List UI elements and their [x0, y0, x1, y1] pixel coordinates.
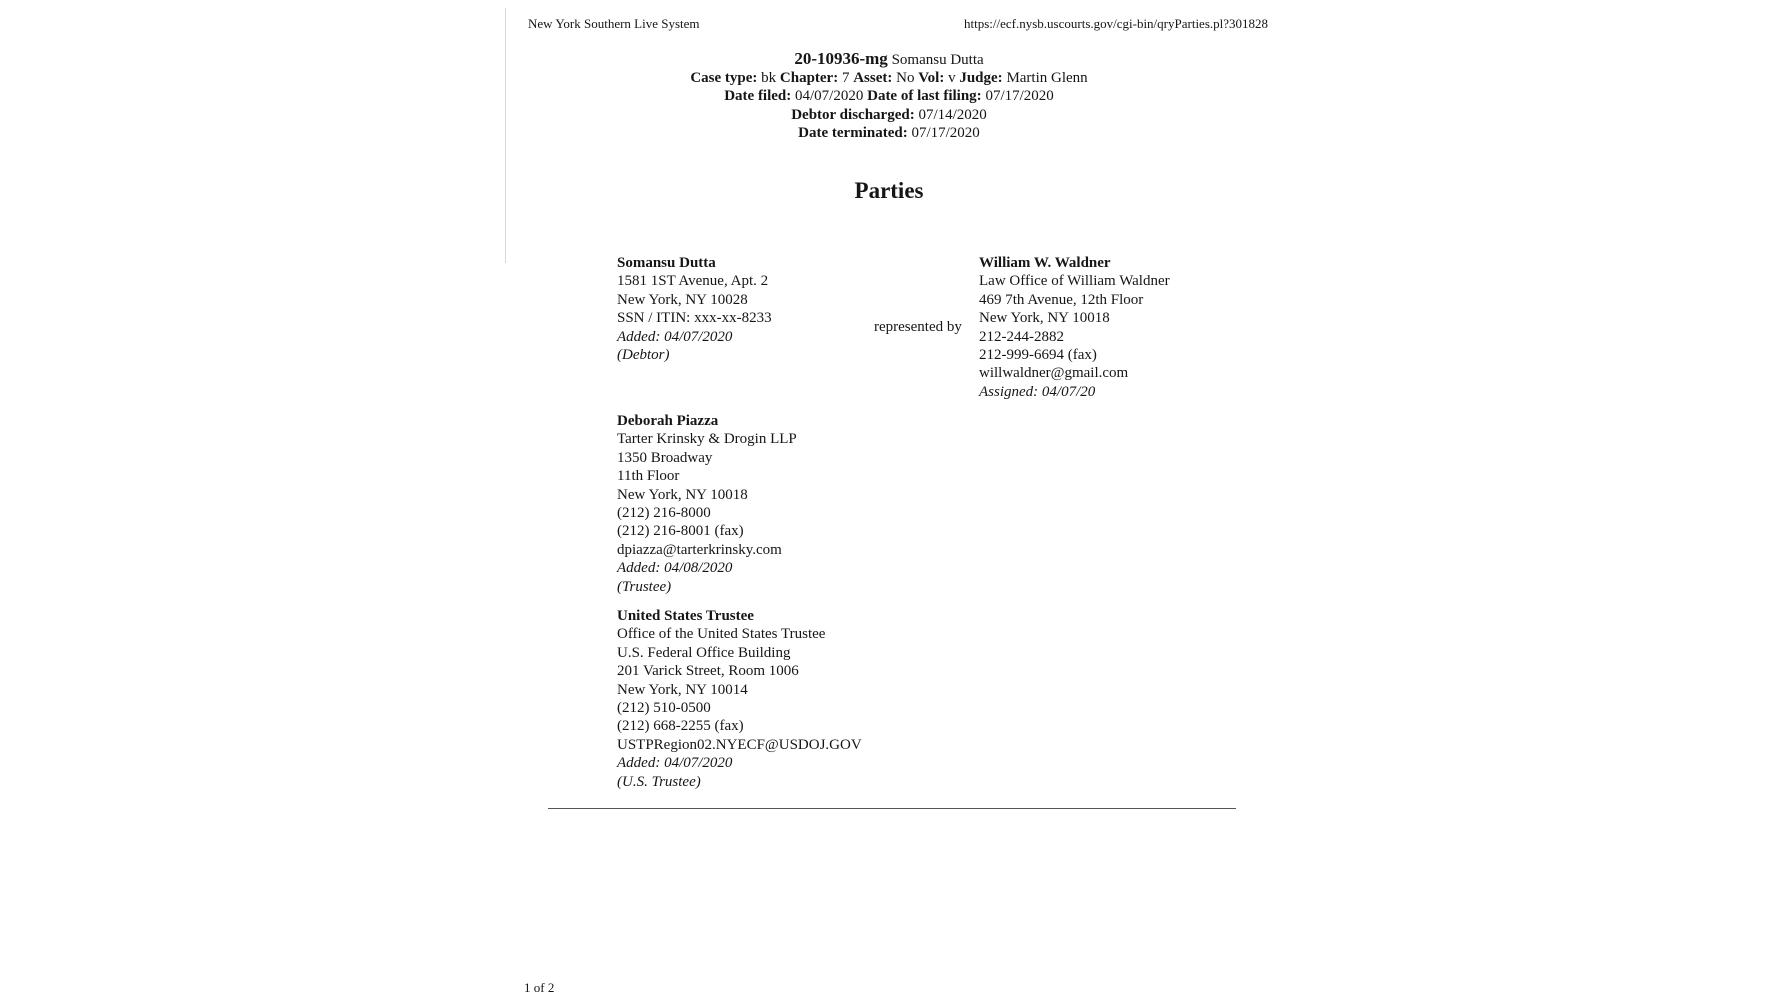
- us-trustee-email: USTPRegion02.NYECF@USDOJ.GOV: [617, 736, 862, 753]
- trustee-email: dpiazza@tarterkrinsky.com: [617, 541, 782, 558]
- chapter-label: Chapter:: [779, 70, 839, 87]
- case-type-label: Case type:: [690, 70, 758, 87]
- attorney-fax: 212-999-6694 (fax): [979, 347, 1097, 364]
- discharged-value: 07/14/2020: [918, 106, 987, 123]
- asset-value: No: [896, 70, 915, 87]
- case-type-line: [0, 69, 1778, 87]
- debtor-name: Somansu Dutta: [617, 255, 716, 271]
- us-trustee-building: U.S. Federal Office Building: [617, 644, 791, 661]
- attorney-assigned-date: Assigned: 04/07/20: [979, 383, 1096, 400]
- debtor-ssn: SSN / ITIN: xxx-xx-8233: [617, 310, 772, 327]
- judge-value: Martin Glenn: [1006, 70, 1088, 87]
- case-number: 20-10936-mg: [794, 49, 888, 68]
- discharged-label: Debtor discharged:: [791, 106, 915, 123]
- last-filing-label: Date of last filing:: [867, 88, 982, 105]
- horizontal-rule: [548, 808, 1236, 809]
- system-name: New York Southern Live System: [528, 16, 700, 31]
- debtor-address2: New York, NY 10028: [617, 291, 748, 308]
- trustee-firm: Tarter Krinsky & Drogin LLP: [617, 431, 797, 448]
- page-number: 1 of 2: [524, 980, 555, 995]
- vol-value: v: [948, 70, 956, 87]
- terminated-label: Date terminated:: [798, 124, 908, 141]
- terminated-line: [0, 124, 1778, 142]
- dates-line: [0, 87, 1778, 105]
- us-trustee-party: [617, 607, 862, 791]
- us-trustee-name: United States Trustee: [617, 608, 754, 624]
- trustee-added-date: Added: 04/08/2020: [617, 560, 733, 577]
- terminated-value: 07/17/2020: [911, 124, 980, 141]
- us-trustee-office: Office of the United States Trustee: [617, 626, 826, 643]
- case-type-value: bk: [761, 70, 777, 87]
- trustee-address1: 1350 Broadway: [617, 449, 713, 466]
- trustee-name: Deborah Piazza: [617, 413, 719, 429]
- debtor-party: [617, 254, 772, 364]
- page-url: https://ecf.nysb.uscourts.gov/cgi-bin/qryParties.pl?301828: [964, 16, 1269, 31]
- trustee-phone: (212) 216-8000: [617, 505, 711, 522]
- last-filing-value: 07/17/2020: [985, 88, 1054, 105]
- trustee-role: (Trustee): [617, 578, 672, 595]
- us-trustee-fax: (212) 668-2255 (fax): [617, 718, 744, 735]
- us-trustee-added-date: Added: 04/07/2020: [617, 755, 733, 772]
- discharged-line: [0, 106, 1778, 124]
- trustee-address2: 11th Floor: [617, 468, 680, 485]
- attorney-phone: 212-244-2882: [979, 328, 1064, 345]
- represented-by-label: represented by: [874, 319, 962, 335]
- asset-label: Asset:: [853, 70, 893, 87]
- case-debtor-name: Somansu Dutta: [891, 52, 984, 68]
- attorney-firm: Law Office of William Waldner: [979, 273, 1170, 290]
- us-trustee-address1: 201 Varick Street, Room 1006: [617, 663, 799, 680]
- us-trustee-role: (U.S. Trustee): [617, 773, 701, 790]
- trustee-fax: (212) 216-8001 (fax): [617, 523, 744, 540]
- attorney-party: [979, 254, 1170, 401]
- vol-label: Vol:: [918, 70, 945, 87]
- debtor-address1: 1581 1ST Avenue, Apt. 2: [617, 273, 769, 290]
- case-title-line: [0, 50, 1778, 69]
- trustee-address3: New York, NY 10018: [617, 486, 748, 503]
- attorney-name: William W. Waldner: [979, 255, 1111, 271]
- us-trustee-phone: (212) 510-0500: [617, 700, 711, 717]
- trustee-party: [617, 412, 797, 596]
- date-filed-label: Date filed:: [724, 88, 792, 105]
- us-trustee-address2: New York, NY 10014: [617, 681, 748, 698]
- debtor-added-date: Added: 04/07/2020: [617, 328, 733, 345]
- parties-heading: Parties: [854, 178, 924, 203]
- date-filed-value: 04/07/2020: [795, 88, 864, 105]
- attorney-address1: 469 7th Avenue, 12th Floor: [979, 291, 1144, 308]
- debtor-role: (Debtor): [617, 347, 670, 364]
- attorney-email: willwaldner@gmail.com: [979, 365, 1129, 382]
- attorney-address2: New York, NY 10018: [979, 310, 1110, 327]
- chapter-value: 7: [841, 70, 850, 87]
- case-summary: [0, 50, 1778, 142]
- judge-label: Judge:: [959, 70, 1003, 87]
